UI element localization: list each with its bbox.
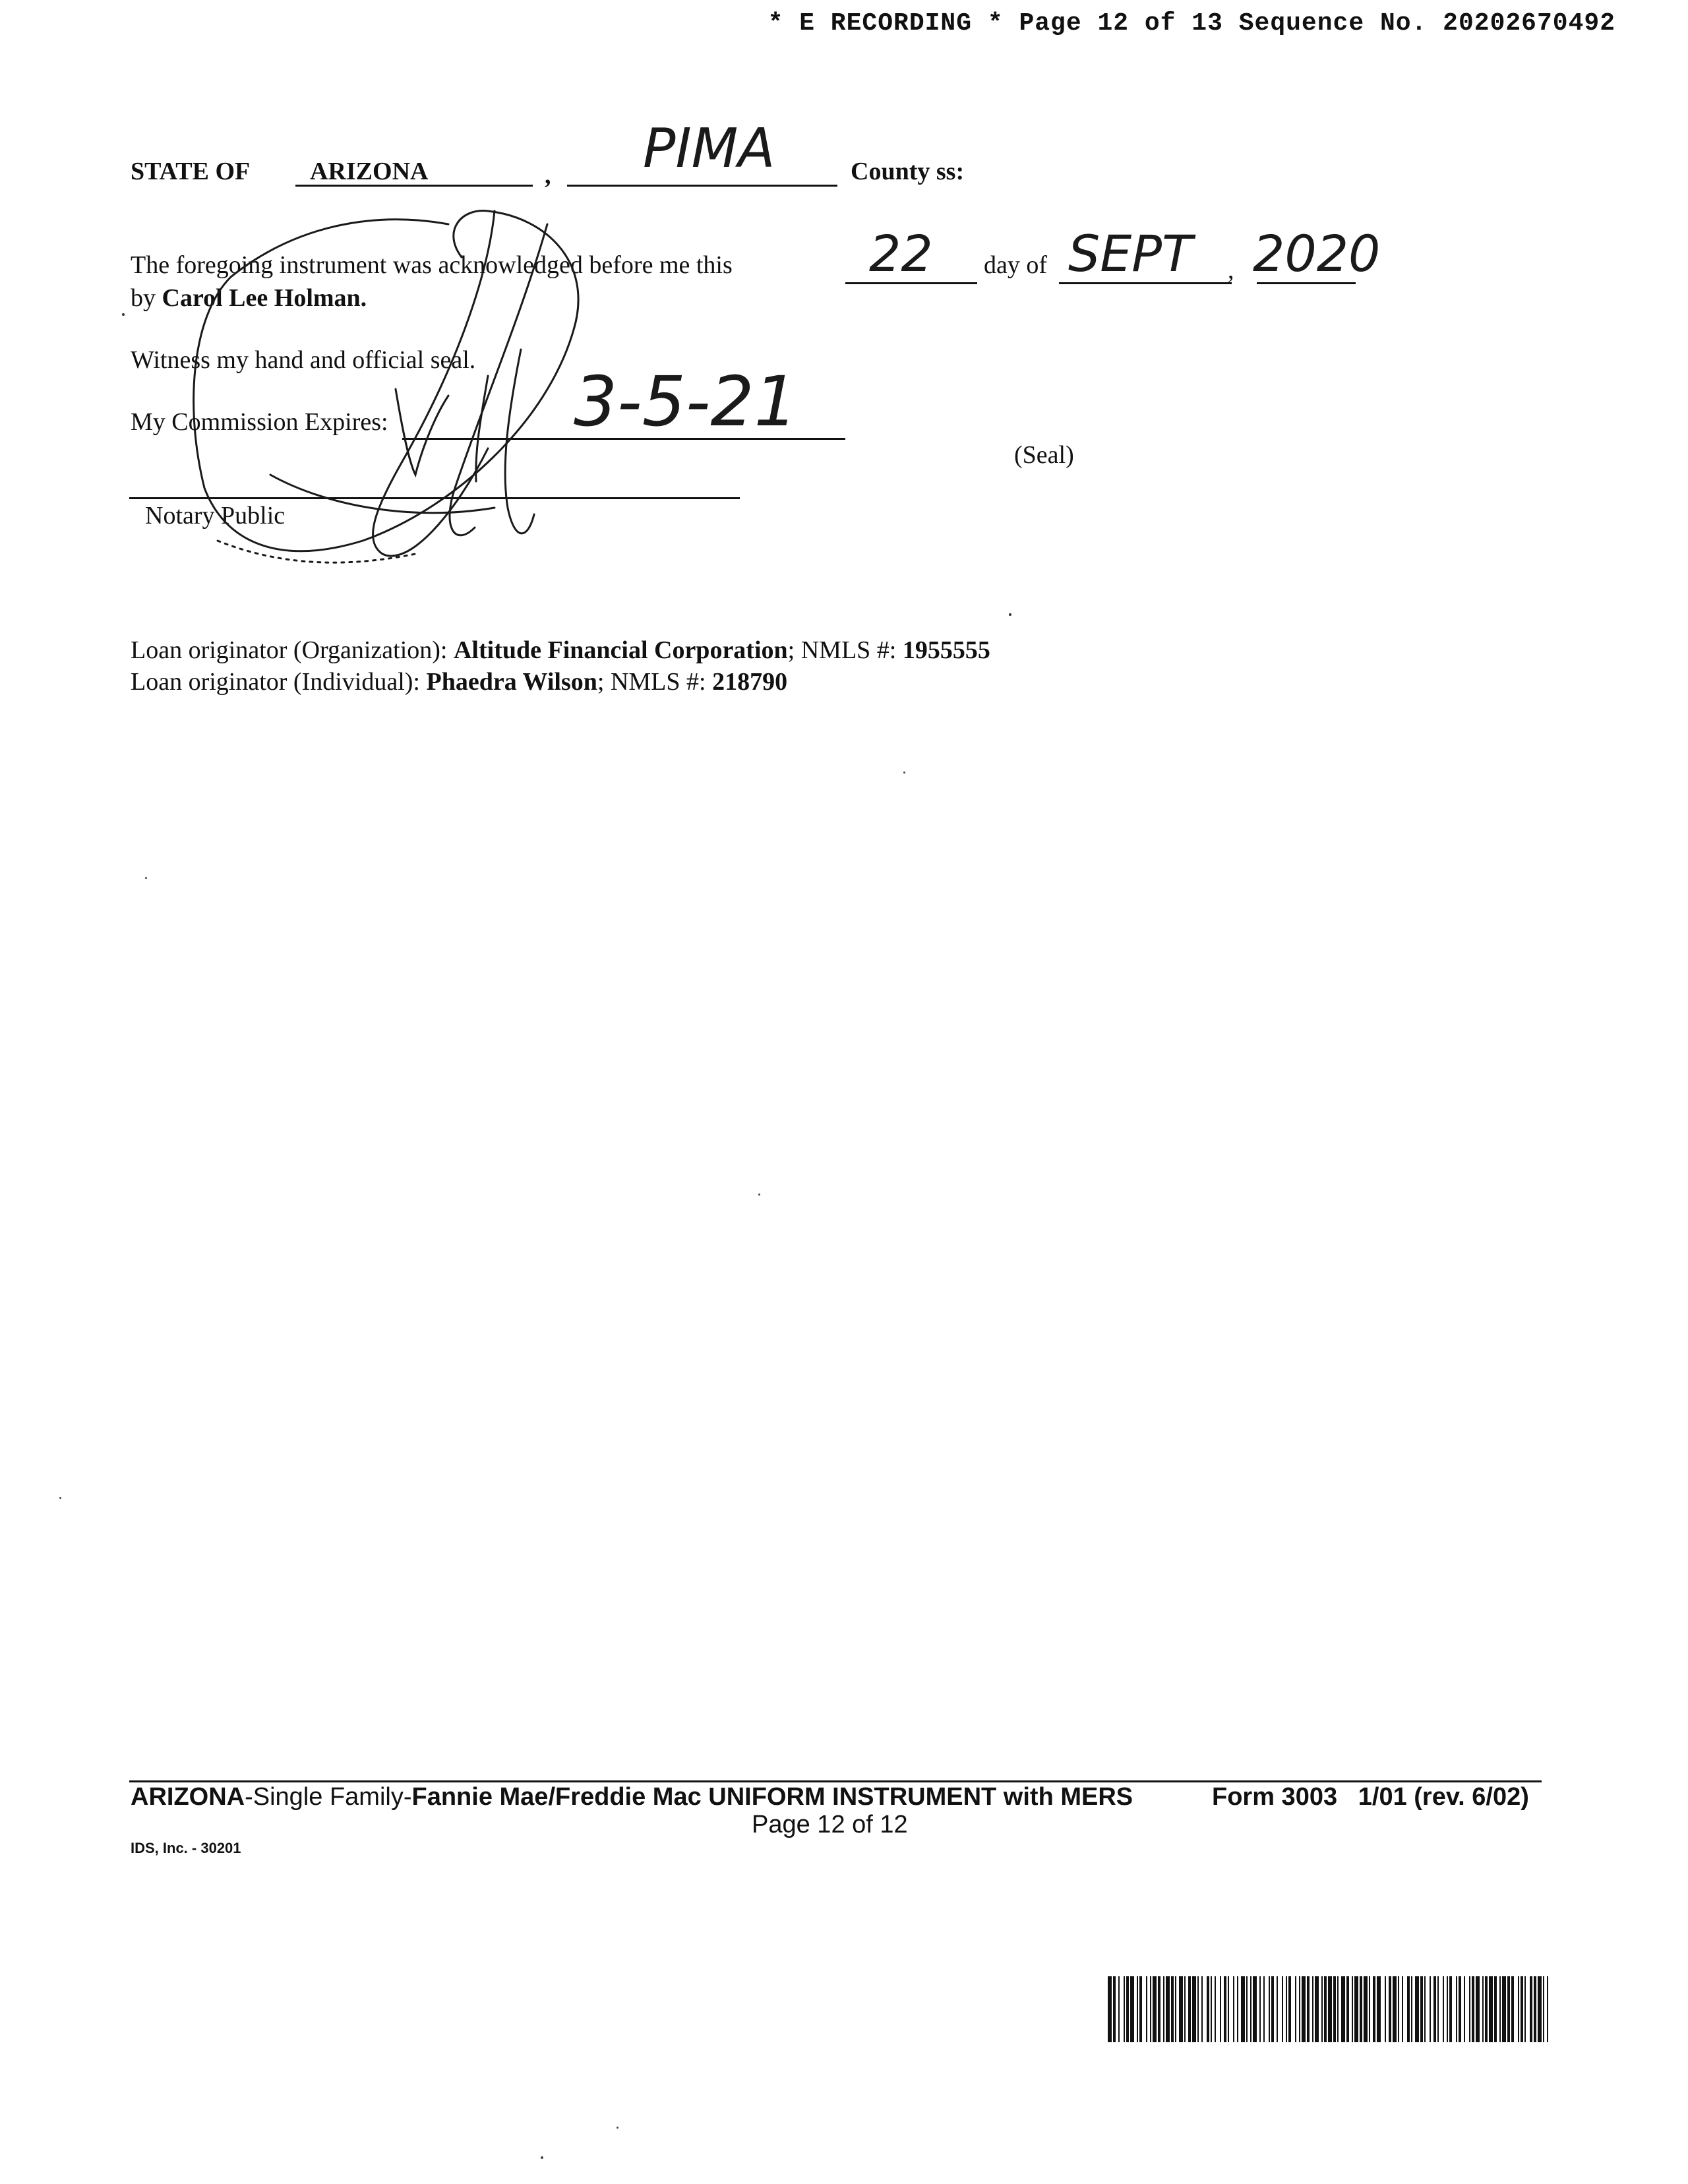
scan-speck — [541, 2156, 543, 2159]
barcode-bar — [1295, 1976, 1296, 2042]
scan-speck — [617, 2127, 618, 2129]
barcode-bar — [1324, 1976, 1327, 2042]
barcode-bar — [1124, 1976, 1125, 2042]
barcode-bar — [1137, 1976, 1138, 2042]
footer-form-number: Form 3003 1/01 (rev. 6/02) — [1212, 1783, 1529, 1811]
barcode-bar — [1150, 1976, 1151, 2042]
barcode-bar — [1312, 1976, 1313, 2042]
barcode-bar — [1118, 1976, 1120, 2042]
recording-stamp: * E RECORDING * Page 12 of 13 Sequence No. 20202670492 — [768, 9, 1615, 38]
barcode-bar — [1130, 1976, 1134, 2042]
barcode-bar — [1469, 1976, 1470, 2042]
barcode-bar — [1171, 1976, 1174, 2042]
barcode-bar — [1337, 1976, 1339, 2042]
barcode-bar — [1494, 1976, 1497, 2042]
barcode-bar — [1521, 1976, 1523, 2042]
loan-originator-organization — [131, 636, 990, 665]
barcode-bar — [1524, 1976, 1526, 2042]
barcode-bar — [1288, 1976, 1291, 2042]
barcode-bar — [1472, 1976, 1474, 2042]
barcode-bar — [1424, 1976, 1426, 2042]
barcode-bar — [1547, 1976, 1548, 2042]
state-of-label: STATE OF — [131, 158, 251, 185]
barcode-bar — [1407, 1976, 1410, 2042]
barcode-bar — [1224, 1976, 1226, 2042]
county-underline — [567, 185, 837, 187]
barcode-bar — [1530, 1976, 1532, 2042]
barcode-bar — [1364, 1976, 1368, 2042]
scan-speck — [903, 772, 905, 774]
barcode-bar — [1341, 1976, 1345, 2042]
barcode-bar — [1250, 1976, 1251, 2042]
county-handwritten: PIMA — [643, 117, 775, 180]
barcode-bar — [1188, 1976, 1191, 2042]
barcode-bar — [1179, 1976, 1183, 2042]
barcode-bar — [1346, 1976, 1349, 2042]
barcode-bar — [1499, 1976, 1501, 2042]
org-sep: ; NMLS #: — [787, 636, 897, 664]
barcode-bar — [1476, 1976, 1480, 2042]
barcode-bar — [1538, 1976, 1542, 2042]
day-handwritten: 22 — [869, 224, 933, 283]
barcode-bar — [1315, 1976, 1319, 2042]
footer-state: ARIZONA — [131, 1783, 245, 1811]
barcode-bar — [1166, 1976, 1170, 2042]
barcode-bar — [1373, 1976, 1375, 2042]
barcode-bar — [1430, 1976, 1431, 2042]
witness-text: Witness my hand and official seal. — [131, 346, 476, 374]
day-of-label: day of — [984, 251, 1048, 279]
barcode-bar — [1237, 1976, 1238, 2042]
barcode-bar — [1215, 1976, 1216, 2042]
barcode-bar — [1511, 1976, 1514, 2042]
footer-rule — [129, 1780, 1542, 1782]
state-value: ARIZONA — [310, 158, 429, 185]
barcode-bar — [1253, 1976, 1257, 2042]
barcode-bar — [1246, 1976, 1248, 2042]
barcode-bar — [1482, 1976, 1484, 2042]
barcode-bar — [1139, 1976, 1142, 2042]
county-label: County ss: — [851, 158, 965, 185]
barcode-bar — [1449, 1976, 1452, 2042]
footer-form-title — [131, 1783, 1133, 1811]
month-handwritten: SEPT — [1068, 224, 1193, 283]
barcode-bar — [1302, 1976, 1306, 2042]
barcode-bar — [1163, 1976, 1164, 2042]
ind-name: Phaedra Wilson — [426, 668, 597, 696]
barcode-bar — [1263, 1976, 1265, 2042]
state-comma: , — [545, 162, 551, 189]
barcode-bar — [1259, 1976, 1261, 2042]
scan-speck — [758, 1194, 760, 1196]
barcode-bar — [1485, 1976, 1488, 2042]
barcode-bar — [1437, 1976, 1439, 2042]
barcode-bar — [1354, 1976, 1358, 2042]
barcode-bar — [1328, 1976, 1332, 2042]
barcode — [1108, 1976, 1548, 2042]
barcode-bar — [1299, 1976, 1300, 2042]
barcode-bar — [1411, 1976, 1412, 2042]
barcode-bar — [1443, 1976, 1444, 2042]
seal-label: (Seal) — [1014, 441, 1074, 469]
barcode-bar — [1269, 1976, 1270, 2042]
barcode-bar — [1333, 1976, 1336, 2042]
barcode-bar — [1108, 1976, 1112, 2042]
barcode-bar — [1420, 1976, 1423, 2042]
notary-signature — [178, 198, 903, 580]
barcode-bar — [1197, 1976, 1199, 2042]
scan-speck — [145, 877, 147, 879]
barcode-bar — [1456, 1976, 1457, 2042]
barcode-bar — [1464, 1976, 1465, 2042]
barcode-bar — [1146, 1976, 1147, 2042]
barcode-bar — [1393, 1976, 1397, 2042]
ind-nmls: 218790 — [712, 668, 788, 696]
barcode-bar — [1126, 1976, 1129, 2042]
barcode-bar — [1175, 1976, 1176, 2042]
barcode-bar — [1192, 1976, 1196, 2042]
barcode-bar — [1534, 1976, 1536, 2042]
barcode-bar — [1286, 1976, 1287, 2042]
barcode-bar — [1415, 1976, 1419, 2042]
barcode-bar — [1402, 1976, 1403, 2042]
barcode-bar — [1233, 1976, 1234, 2042]
barcode-bar — [1518, 1976, 1519, 2042]
ind-prefix: Loan originator (Individual): — [131, 668, 420, 696]
barcode-bar — [1369, 1976, 1370, 2042]
barcode-bar — [1377, 1976, 1381, 2042]
barcode-bar — [1207, 1976, 1209, 2042]
barcode-bar — [1113, 1976, 1116, 2042]
ind-sep: ; NMLS #: — [597, 668, 706, 696]
barcode-bar — [1398, 1976, 1399, 2042]
footer-instrument: Fannie Mae/Freddie Mac UNIFORM INSTRUMENT with MERS — [411, 1783, 1133, 1811]
barcode-bar — [1158, 1976, 1160, 2042]
org-prefix: Loan originator (Organization): — [131, 636, 448, 664]
barcode-bar — [1489, 1976, 1493, 2042]
barcode-bar — [1459, 1976, 1461, 2042]
barcode-bar — [1321, 1976, 1323, 2042]
barcode-bar — [1184, 1976, 1186, 2042]
barcode-bar — [1220, 1976, 1221, 2042]
barcode-bar — [1201, 1976, 1203, 2042]
loan-originator-individual — [131, 667, 787, 696]
commission-label: My Commission Expires: — [131, 408, 388, 436]
barcode-bar — [1447, 1976, 1448, 2042]
commission-handwritten: 3-5-21 — [574, 361, 798, 442]
barcode-bar — [1153, 1976, 1157, 2042]
barcode-bar — [1228, 1976, 1229, 2042]
barcode-bar — [1543, 1976, 1544, 2042]
org-nmls: 1955555 — [902, 636, 990, 664]
barcode-bar — [1385, 1976, 1386, 2042]
barcode-bar — [1433, 1976, 1436, 2042]
barcode-bar — [1282, 1976, 1283, 2042]
notary-label: Notary Public — [145, 502, 286, 530]
barcode-bar — [1352, 1976, 1353, 2042]
org-name: Altitude Financial Corporation — [453, 636, 788, 664]
barcode-bar — [1211, 1976, 1212, 2042]
signer-name: Carol Lee Holman — [162, 284, 361, 312]
scan-speck — [122, 313, 125, 316]
barcode-bar — [1360, 1976, 1362, 2042]
footer-ids: IDS, Inc. - 30201 — [131, 1840, 241, 1856]
barcode-bar — [1507, 1976, 1510, 2042]
barcode-bar — [1502, 1976, 1506, 2042]
barcode-bar — [1389, 1976, 1391, 2042]
barcode-bar — [1241, 1976, 1245, 2042]
footer-page-number: Page 12 of 12 — [752, 1811, 908, 1838]
scan-speck — [1009, 613, 1011, 616]
barcode-bar — [1307, 1976, 1310, 2042]
ack-text: The foregoing instrument was acknowledged before me this — [131, 251, 733, 279]
year-handwritten: 2020 — [1253, 224, 1381, 283]
signer-period: . — [360, 284, 367, 312]
barcode-bar — [1271, 1976, 1274, 2042]
by-prefix: by — [131, 284, 156, 312]
footer-single-family: -Single Family- — [245, 1783, 412, 1811]
scan-speck — [59, 1497, 61, 1499]
barcode-bar — [1277, 1976, 1278, 2042]
year-comma: , — [1228, 257, 1234, 284]
